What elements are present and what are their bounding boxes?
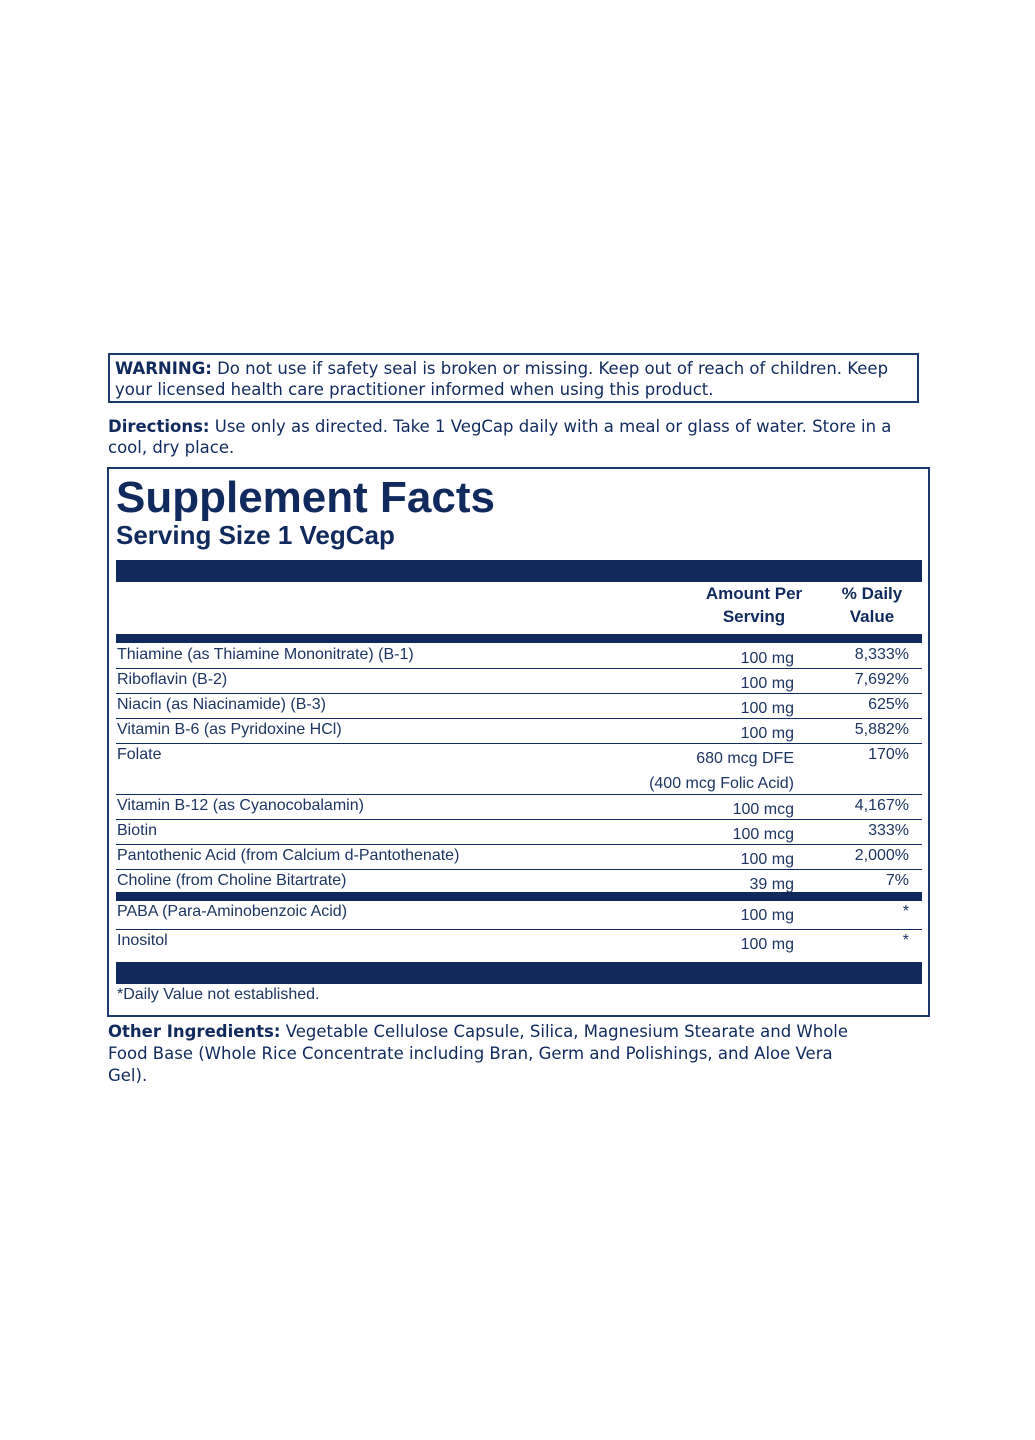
table-row [116, 644, 922, 669]
dv-header-line-1: % Daily [841, 584, 903, 603]
nutrient-name: Vitamin B-6 (as Pyridoxine HCl) [117, 721, 342, 738]
nutrient-amount: 100 mcg [732, 801, 794, 818]
column-header-rule [116, 634, 922, 643]
nutrient-amount: 100 mg [740, 936, 794, 953]
nutrient-name: Vitamin B-12 (as Cyanocobalamin) [117, 797, 364, 814]
nutrient-daily-value: * [902, 903, 909, 920]
warning-label: WARNING: [115, 359, 212, 378]
nutrient-daily-value: 625% [868, 696, 909, 713]
daily-value-footnote: *Daily Value not established. [117, 986, 320, 1003]
amount-header-line-2: Serving [722, 607, 786, 626]
nutrient-name: Riboflavin (B-2) [117, 671, 228, 688]
nutrient-name: PABA (Para-Aminobenzoic Acid) [117, 903, 348, 920]
table-row [116, 795, 922, 820]
nutrient-name: Pantothenic Acid (from Calcium d-Pantothenate) [117, 847, 460, 864]
facts-title: Supplement Facts [116, 473, 495, 522]
warning-box [108, 353, 919, 403]
nutrient-amount-line-2: (400 mcg Folic Acid) [649, 775, 794, 792]
other-ingredients-label: Other Ingredients: [108, 1022, 281, 1041]
table-row [116, 930, 922, 959]
table-row [116, 669, 922, 694]
nutrient-daily-value: 7% [885, 872, 909, 889]
table-row [116, 870, 922, 901]
nutrient-amount [649, 746, 794, 796]
other-ingredients-text: Vegetable Cellulose Capsule, Silica, Magnesium Stearate and Whole Food Base (Whole Rice Concentrate including Bran, Germ and Polishings, and Aloe Vera Gel). [108, 1022, 849, 1085]
footer-bar [116, 962, 922, 984]
nutrient-daily-value: 5,882% [854, 721, 909, 738]
nutrient-daily-value: 8,333% [854, 646, 909, 663]
table-row [116, 719, 922, 744]
nutrient-amount: 39 mg [749, 876, 794, 893]
warning-text: Do not use if safety seal is broken or missing. Keep out of reach of children. Keep your licensed health care practitioner informed when using this product. [115, 359, 889, 399]
dv-column-header [827, 582, 917, 628]
nutrient-daily-value: 7,692% [854, 671, 909, 688]
nutrient-name: Biotin [117, 822, 158, 839]
amount-column-header [694, 582, 814, 628]
table-row [116, 820, 922, 845]
nutrient-daily-value: * [902, 932, 909, 949]
nutrient-amount-line-1: 680 mcg DFE [696, 750, 794, 767]
nutrient-amount: 100 mg [740, 675, 794, 692]
nutrient-name: Inositol [117, 932, 168, 949]
amount-header-line-1: Amount Per [705, 584, 803, 603]
nutrient-amount: 100 mg [740, 725, 794, 742]
table-row [116, 901, 922, 930]
directions [108, 416, 923, 458]
dv-header-line-2: Value [849, 607, 895, 626]
nutrient-name: Folate [117, 746, 162, 763]
other-ingredients [108, 1021, 868, 1087]
nutrient-name: Thiamine (as Thiamine Mononitrate) (B-1) [117, 646, 414, 663]
table-row [116, 694, 922, 719]
nutrient-daily-value: 4,167% [854, 797, 909, 814]
header-bar [116, 560, 922, 582]
nutrient-amount: 100 mg [740, 700, 794, 717]
table-row [116, 744, 922, 795]
nutrient-daily-value: 170% [868, 746, 909, 763]
table-row [116, 845, 922, 870]
nutrient-amount: 100 mg [740, 907, 794, 924]
nutrient-amount: 100 mcg [732, 826, 794, 843]
nutrient-name: Niacin (as Niacinamide) (B-3) [117, 696, 326, 713]
nutrient-name: Choline (from Choline Bitartrate) [117, 872, 347, 889]
serving-size: Serving Size 1 VegCap [116, 520, 395, 550]
nutrient-daily-value: 2,000% [854, 847, 909, 864]
nutrient-amount: 100 mg [740, 650, 794, 667]
nutrient-table [116, 644, 922, 959]
directions-text: Use only as directed. Take 1 VegCap daily with a meal or glass of water. Store in a cool, dry place. [108, 417, 892, 457]
supplement-facts-panel [107, 467, 930, 1017]
nutrient-daily-value: 333% [868, 822, 909, 839]
nutrient-amount: 100 mg [740, 851, 794, 868]
directions-label: Directions: [108, 417, 210, 436]
